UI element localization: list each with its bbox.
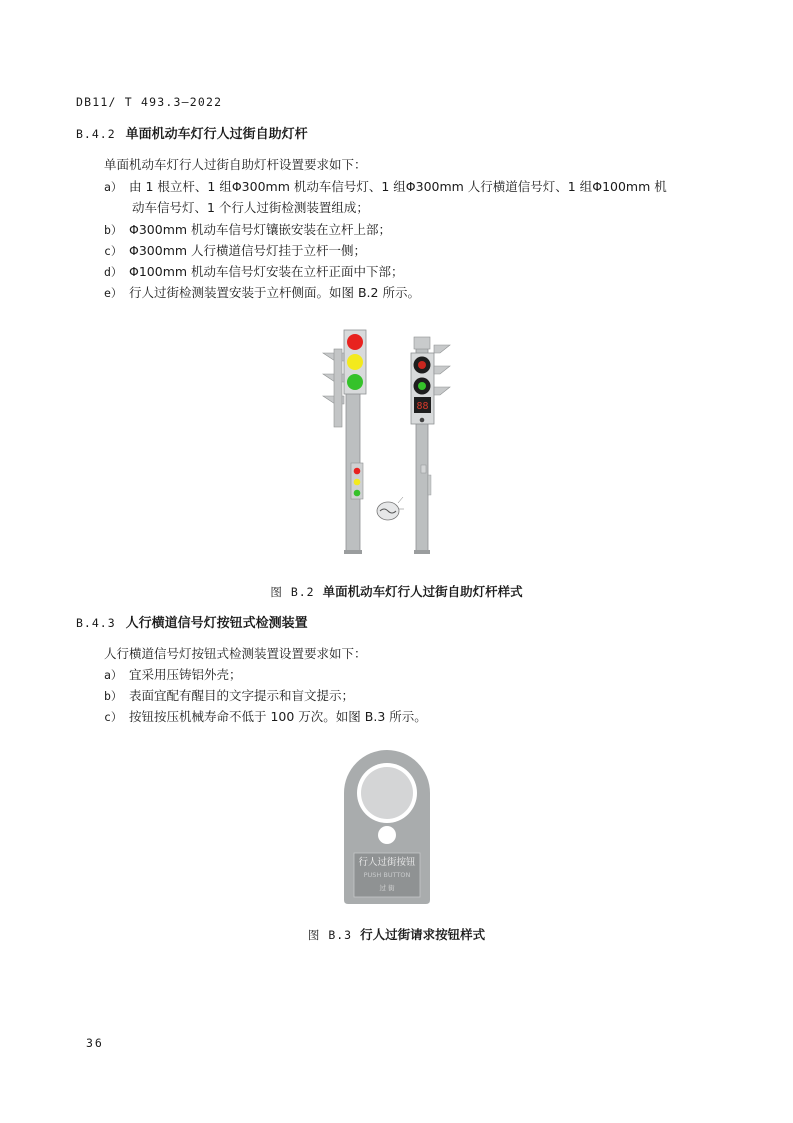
figure-b2-caption <box>0 582 793 600</box>
list-item <box>104 283 420 301</box>
list-text: 宜采用压铸铝外壳； <box>129 667 242 682</box>
list-marker: b） <box>104 223 123 237</box>
section-number: B.4.2 <box>76 127 116 141</box>
section-title: 单面机动车灯行人过街自助灯杆 <box>125 127 308 142</box>
yellow-light <box>347 354 363 370</box>
section-heading-b42 <box>76 123 308 142</box>
front-view-signal-pole <box>323 330 404 554</box>
push-button <box>361 767 413 819</box>
list-marker: c） <box>104 244 123 258</box>
document-code: DB11/ T 493.3—2022 <box>76 95 223 109</box>
list-text: 按钮按压机械寿命不低于 100 万次。如图 B.3 所示。 <box>129 709 427 724</box>
figure-number: 图 B.2 <box>270 585 315 599</box>
section-intro: 人行横道信号灯按钮式检测装置设置要求如下： <box>104 646 367 661</box>
list-item <box>104 686 354 704</box>
list-item <box>104 665 242 683</box>
red-light <box>347 334 363 350</box>
figure-number: 图 B.3 <box>307 928 353 942</box>
green-pedestrian-light <box>418 382 426 390</box>
button-label-cn: 行人过街按钮 <box>358 857 416 868</box>
side-view-signal-pole <box>411 337 450 554</box>
list-item <box>104 707 427 725</box>
list-marker: e） <box>104 286 123 300</box>
figure-b2-illustration <box>310 325 470 557</box>
list-marker: d） <box>104 265 123 279</box>
list-item <box>104 177 667 195</box>
list-text: Φ300mm 人行横道信号灯挂于立杆一侧； <box>129 243 367 258</box>
red-pedestrian-light <box>418 361 426 369</box>
list-text: 表面宜配有醒目的文字提示和盲文提示； <box>129 688 355 703</box>
list-text: Φ100mm 机动车信号灯安装在立杆正面中下部； <box>129 264 404 279</box>
countdown-digits: 88 <box>416 401 429 412</box>
list-text: 行人过街检测装置安装于立杆侧面。如图 B.2 所示。 <box>129 285 420 300</box>
list-marker: a） <box>104 180 123 194</box>
button-label-3: 过 街 <box>379 884 395 892</box>
figure-b3-caption <box>0 925 793 943</box>
list-item-continuation: 动车信号灯、1 个行人过街检测装置组成； <box>132 200 369 215</box>
section-title: 人行横道信号灯按钮式检测装置 <box>125 616 308 631</box>
list-text: 由 1 根立杆、1 组Φ300mm 机动车信号灯、1 组Φ300mm 人行横道信号灯、1 组Φ100mm 机 <box>129 179 667 194</box>
section-number: B.4.3 <box>76 616 116 630</box>
list-marker: a） <box>104 668 123 682</box>
list-marker: b） <box>104 689 123 703</box>
section-intro: 单面机动车灯行人过街自助灯杆设置要求如下： <box>104 157 367 172</box>
list-item <box>104 220 391 238</box>
figure-title: 单面机动车灯行人过街自助灯杆样式 <box>322 584 523 599</box>
section-heading-b43 <box>76 612 308 631</box>
indicator-light <box>378 826 396 844</box>
list-marker: c） <box>104 710 123 724</box>
list-item <box>104 262 404 280</box>
list-item <box>104 241 366 259</box>
page-number: 36 <box>86 1036 104 1050</box>
list-text: Φ300mm 机动车信号灯镶嵌安装在立杆上部； <box>129 222 392 237</box>
green-light <box>347 374 363 390</box>
figure-title: 行人过街请求按钮样式 <box>360 927 486 942</box>
figure-b3-illustration <box>344 750 430 904</box>
button-label-en: PUSH BUTTON <box>363 871 411 879</box>
